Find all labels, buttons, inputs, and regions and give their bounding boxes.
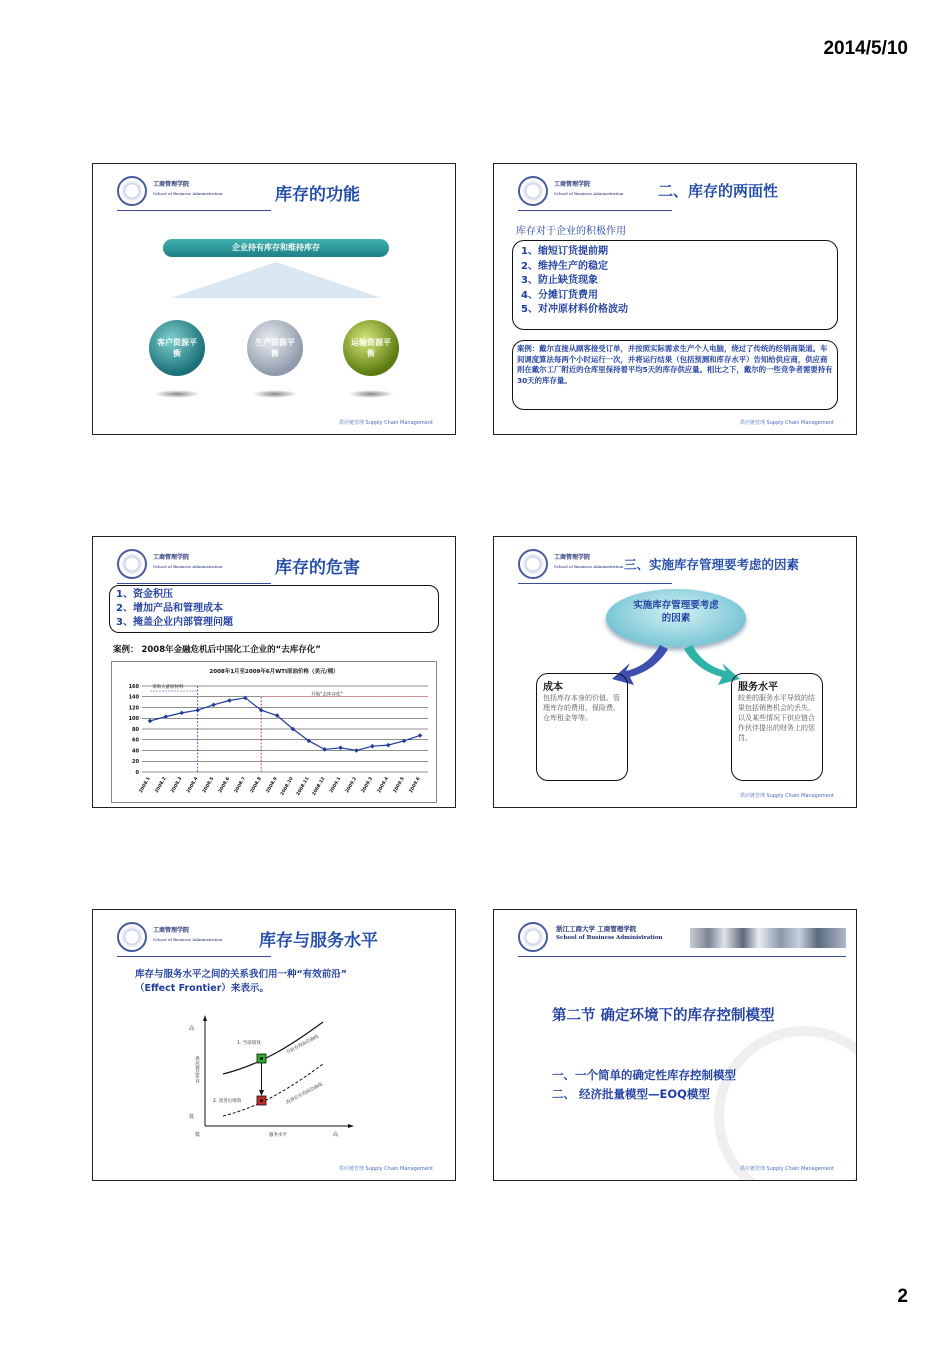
x-tick-label: 2008.10: [280, 776, 295, 797]
harm-list: [109, 585, 439, 633]
school-name: 工商管理学院 School of Business Administration: [153, 927, 223, 942]
y-tick-label: 120: [128, 705, 139, 712]
slide-footer: 供应链管理 Supply Chain Management: [739, 420, 834, 426]
subtitle: 库存对于企业的积极作用: [516, 226, 626, 237]
y-low-label: 低: [189, 1114, 195, 1120]
y-tick-label: 60: [132, 737, 139, 744]
y-axis-label: 供应链总库存: [194, 1056, 200, 1083]
y-tick-label: 20: [132, 759, 139, 766]
slide-title: 库存与服务水平: [259, 931, 378, 951]
header-underline: [518, 956, 846, 957]
intro-text-1: 库存与服务水平之间的关系我们用一种“有效前沿”: [135, 969, 347, 980]
section-title: 第二节 确定环境下的库存控制模型: [552, 1008, 775, 1024]
slide-title: 二、库存的两面性: [658, 182, 779, 200]
case-caption: 案例： 2008年金融危机后中国化工企业的“去库存化”: [113, 645, 321, 655]
school-name: 工商管理学院 School of Business Administration: [554, 181, 624, 196]
slide-inventory-harm: [92, 536, 456, 808]
school-name: 工商管理学院 School of Business Administration: [554, 554, 624, 569]
slide-footer: 供应链管理 Supply Chain Management: [739, 1166, 834, 1172]
x-tick-label: 2008.11: [295, 776, 311, 797]
orb-shadow: [154, 390, 200, 398]
service-title: 服务水平: [738, 682, 778, 693]
x-tick-label: 2008.4: [186, 776, 200, 795]
x-tick-label: 2008.9: [265, 776, 279, 795]
data-point: [148, 719, 153, 724]
y-tick-label: 40: [132, 748, 139, 755]
x-tick-label: 2009.1: [329, 776, 343, 795]
data-point: [386, 743, 391, 748]
service-text: 较差的服务水平导致的结果包括销售机会的丢失，以及某些情况下供应链合作伙伴提出的财务上的惩罚。: [738, 694, 815, 742]
list-item: 2、维持生产的稳定: [521, 260, 608, 272]
x-tick-label: 2008.6: [218, 776, 232, 795]
center-label: 实施库存管理要考虑的因素: [633, 600, 719, 624]
y-tick-label: 100: [128, 716, 139, 723]
list-item: 3、掩盖企业内部管理问题: [116, 617, 233, 628]
school-logo-icon: [117, 922, 147, 952]
slide-inventory-two-sides: [493, 163, 857, 435]
orb-production: 生产资源平衡: [247, 320, 303, 376]
improved-performance-label: 2. 改善后绩效: [213, 1099, 242, 1104]
cost-title: 成本: [543, 682, 563, 693]
intro-text-2: （Effect Frontier）来表示。: [135, 983, 269, 994]
oil-price-chart: [111, 661, 437, 803]
cost-text: 包括库存本身的价值、管理库存的费用、保险费、仓库租金等等。: [543, 694, 620, 722]
x-tick-label: 2008.1: [138, 776, 152, 795]
y-high-label: 高: [189, 1026, 195, 1032]
improved-frontier-label: 改善后有效前沿曲线: [285, 1082, 324, 1106]
data-point: [370, 744, 375, 749]
data-point: [322, 747, 327, 752]
series-line: [150, 698, 420, 751]
section-item-1: 一、一个简单的确定性库存控制模型: [552, 1068, 736, 1082]
dell-case-box: 案例：戴尔直接从顾客接受订单，并按照实际需求生产个人电脑，绕过了传统的经销商渠道。车间调度算法每两个小时运行一次，并将运行结果（包括预测和库存水平）告知给供应商，供应商则在戴尔工厂附近的仓库里保持着平均5天的库存供应量。相比之下，戴尔的一些竞争者需要持有30天的库存量。: [512, 340, 838, 410]
efficient-frontier-diagram: [183, 1014, 363, 1142]
x-tick-label: 2008.8: [249, 776, 263, 795]
y-tick-label: 80: [132, 726, 139, 733]
x-tick-label: 2009.6: [408, 776, 422, 795]
campus-photo-strip: [690, 928, 846, 948]
list-item: 1、缩短订货提前期: [521, 246, 608, 257]
school-logo-icon: [117, 549, 147, 579]
school-name: 工商管理学院 School of Business Administration: [153, 554, 223, 569]
section-item-2: 二、 经济批量模型—EOQ模型: [552, 1087, 710, 1101]
orb-shadow: [348, 390, 394, 398]
x-tick-label: 2008.2: [154, 776, 168, 795]
data-point: [402, 739, 407, 744]
slide-section-two: [493, 909, 857, 1181]
x-tick-label: 2009.2: [345, 776, 359, 795]
x-high-label: 高: [333, 1132, 339, 1138]
school-logo-icon: [518, 922, 548, 952]
orb-transport: 运输资源平衡: [343, 320, 399, 376]
up-arrow-shape: [171, 262, 381, 298]
x-tick-label: 2008.3: [170, 776, 184, 795]
x-axis-label: 服务水平: [269, 1133, 287, 1138]
annotation-destock: 开始“去库存化”: [311, 692, 343, 698]
slide-title: 库存的危害: [275, 558, 360, 578]
slide-inventory-functions: [92, 163, 456, 435]
title-underline: [117, 956, 271, 957]
x-tick-label: 2009.3: [361, 776, 375, 795]
title-underline: [518, 210, 672, 211]
cost-box: [536, 673, 628, 781]
slide-inventory-service-level: [92, 909, 456, 1181]
school-logo-icon: [117, 176, 147, 206]
benefits-list: [512, 240, 838, 330]
current-performance-label: 1. 当前绩效: [237, 1041, 261, 1046]
orb-customer: 客户资源平衡: [149, 320, 205, 376]
data-point: [180, 711, 185, 716]
data-point: [354, 748, 359, 753]
title-underline: [518, 583, 672, 584]
title-underline: [117, 583, 271, 584]
slide-title: 库存的功能: [275, 185, 360, 205]
list-item: 4、分摊订货费用: [521, 289, 598, 301]
curved-arrows: [612, 641, 740, 693]
slide-title: 三、实施库存管理要考虑的因素: [624, 557, 800, 572]
chart-title: 2008年1月至2009年6月WTI原油价格（美元/桶）: [209, 669, 339, 675]
list-item: 2、增加产品和管理成本: [116, 603, 223, 614]
watermark-seal-icon: [714, 1026, 857, 1181]
slide-management-factors: [493, 536, 857, 808]
list-item: 1、资金积压: [116, 589, 173, 600]
data-point: [211, 703, 216, 708]
current-frontier-curve: [223, 1022, 323, 1074]
x-tick-label: 2009.4: [376, 776, 390, 795]
page-number: 2: [897, 1286, 908, 1307]
annotation-purchase: 采购大量原材料: [152, 685, 184, 690]
header-date: 2014/5/10: [823, 38, 908, 59]
y-tick-label: 0: [135, 769, 139, 776]
banner: 企业持有库存和维持库存: [163, 239, 389, 257]
y-tick-label: 160: [128, 683, 139, 690]
school-logo-icon: [518, 549, 548, 579]
x-tick-label: 2009.5: [392, 776, 406, 795]
x-tick-label: 2008.7: [234, 776, 248, 795]
data-point: [418, 733, 423, 738]
current-frontier-label: 当前有效前沿曲线: [285, 1034, 320, 1056]
list-item: 3、防止缺货现象: [521, 275, 598, 286]
data-point: [338, 746, 343, 751]
title-underline: [117, 210, 271, 211]
orb-shadow: [252, 390, 298, 398]
oil-price-chart-svg: [112, 662, 436, 802]
x-tick-label: 2008.12: [311, 776, 327, 797]
slide-footer: 供应链管理 Supply Chain Management: [338, 1166, 433, 1172]
school-name: 工商管理学院 School of Business Administration: [153, 181, 223, 196]
slide-footer: 供应链管理 Supply Chain Management: [338, 420, 433, 426]
school-logo-icon: [518, 176, 548, 206]
data-point: [227, 698, 232, 703]
university-name: 浙江工商大学 工商管理学院 School of Business Administration: [556, 925, 663, 941]
slide-footer: 供应链管理 Supply Chain Management: [739, 793, 834, 799]
list-item: 5、对冲原材料价格波动: [521, 304, 628, 315]
x-low-label: 低: [195, 1132, 201, 1138]
data-point: [195, 708, 200, 713]
y-tick-label: 140: [128, 694, 139, 701]
x-tick-label: 2008.5: [202, 776, 216, 795]
service-level-box: [731, 673, 823, 781]
